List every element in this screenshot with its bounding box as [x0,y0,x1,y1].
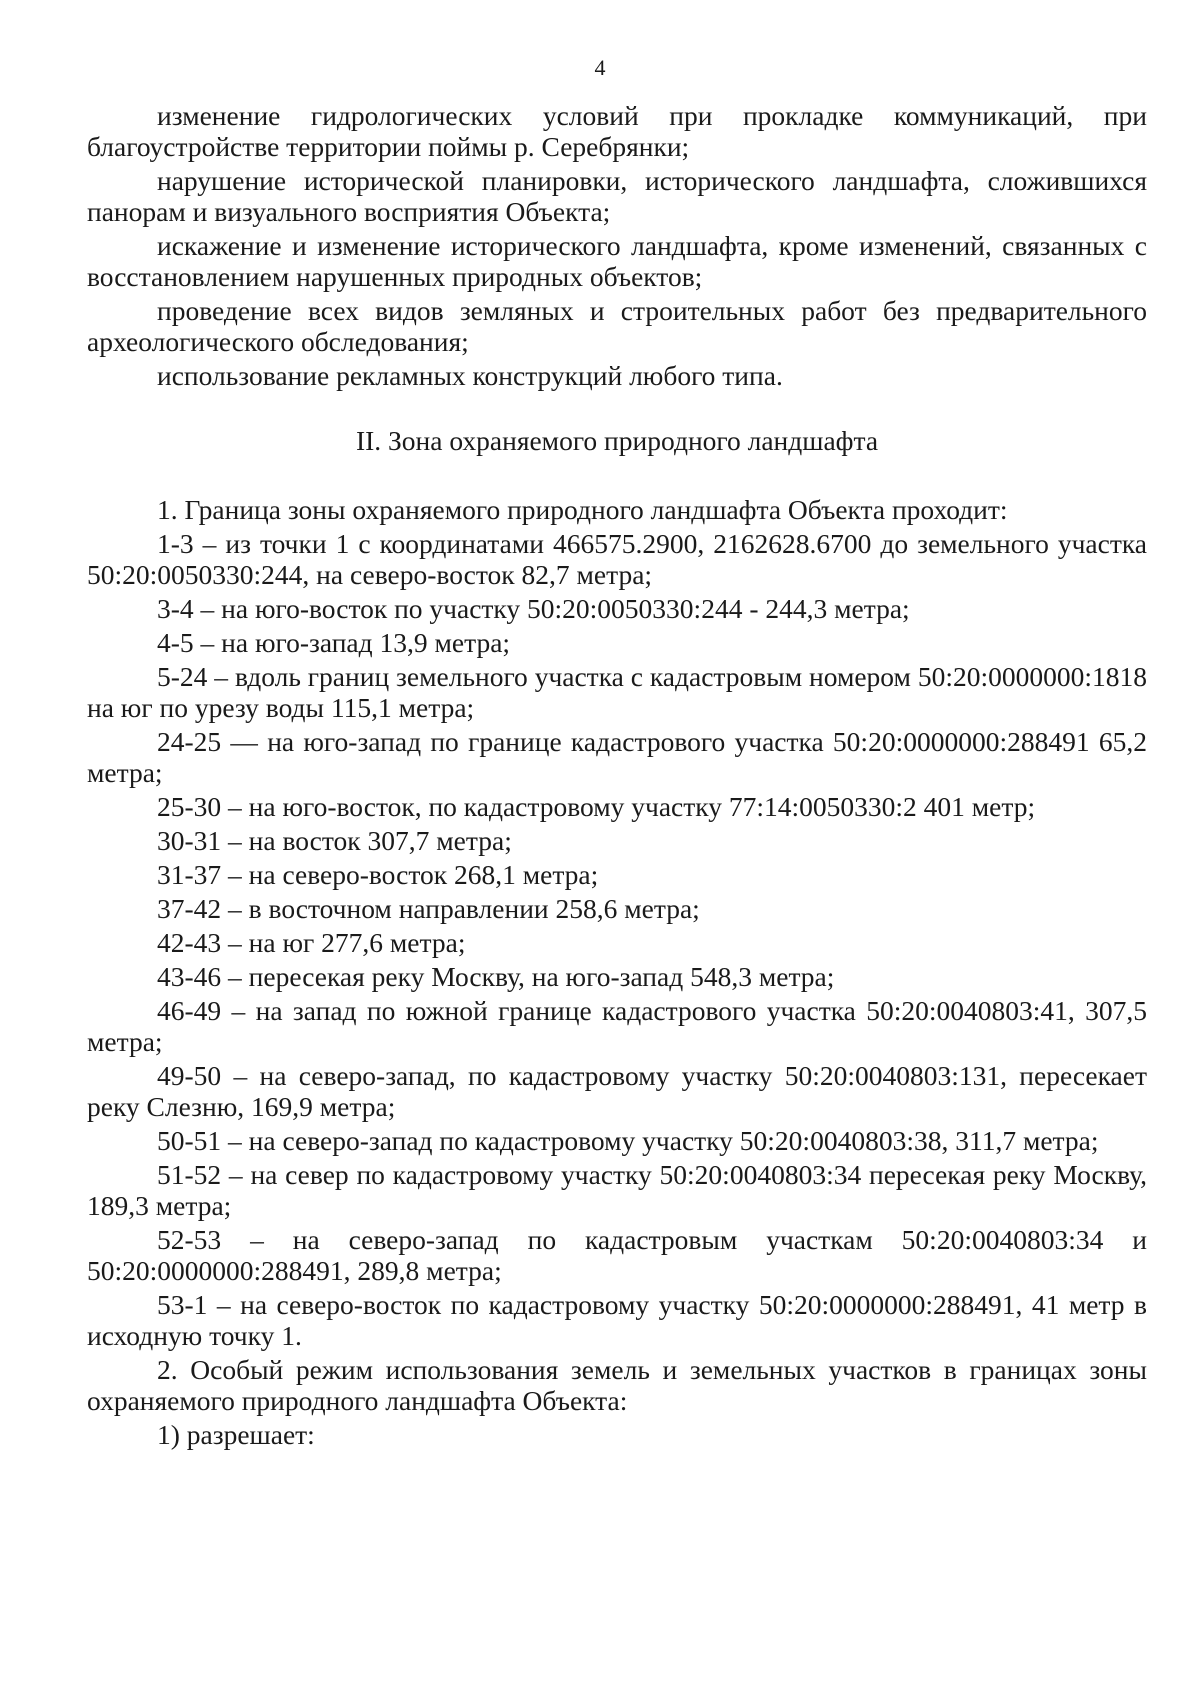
boundary-item: 37-42 – в восточном направлении 258,6 метра; [157,893,700,924]
boundary-item: 50-51 – на северо-запад по кадастровому участку 50:20:0040803:38, 311,7 метра; [157,1125,1099,1156]
page-number: 4 [594,55,606,80]
restriction-item: использование рекламных конструкций любого типа. [157,360,783,391]
restriction-item: изменение гидрологических условий при прокладке коммуникаций, при благоустройстве территории поймы р. Серебрянки; [87,100,1147,162]
restriction-item: нарушение исторической планировки, исторического ландшафта, сложившихся панорам и визуального восприятия Объекта; [87,165,1147,227]
boundary-item: 30-31 – на восток 307,7 метра; [157,825,512,856]
boundary-item: 51-52 – на север по кадастровому участку 50:20:0040803:34 пересекая реку Москву, 189,3 метра; [87,1159,1147,1221]
document-body [87,100,1147,1453]
boundary-item: 1-3 – из точки 1 с координатами 466575.2900, 2162628.6700 до земельного участка 50:20:0050330:244, на северо-восток 82,7 метра; [87,528,1147,590]
boundary-item: 43-46 – пересекая реку Москву, на юго-запад 548,3 метра; [157,961,835,992]
boundary-item: 3-4 – на юго-восток по участку 50:20:0050330:244 - 244,3 метра; [157,593,910,624]
boundary-item: 31-37 – на северо-восток 268,1 метра; [157,859,599,890]
boundary-item: 52-53 – на северо-запад по кадастровым участкам 50:20:0040803:34 и 50:20:0000000:288491, 289,8 метра; [87,1224,1147,1286]
boundary-item: 46-49 – на запад по южной границе кадастрового участка 50:20:0040803:41, 307,5 метра; [87,995,1147,1057]
boundary-item: 5-24 – вдоль границ земельного участка с кадастровым номером 50:20:0000000:1818 на юг по урезу воды 115,1 метра; [87,661,1147,723]
boundary-item: 49-50 – на северо-запад, по кадастровому участку 50:20:0040803:131, пересекает реку Слезню, 169,9 метра; [87,1060,1147,1122]
restriction-item: проведение всех видов земляных и строительных работ без предварительного археологического обследования; [87,295,1147,357]
boundary-intro: 1. Граница зоны охраняемого природного ландшафта Объекта проходит: [157,494,1008,525]
regime-subitem: 1) разрешает: [157,1419,315,1450]
section-heading: II. Зона охраняемого природного ландшафта [355,425,879,456]
boundary-item: 4-5 – на юго-запад 13,9 метра; [157,627,511,658]
boundary-item: 42-43 – на юг 277,6 метра; [157,927,466,958]
regime-intro: 2. Особый режим использования земель и земельных участков в границах зоны охраняемого природного ландшафта Объекта: [87,1354,1147,1416]
boundary-item: 53-1 – на северо-восток по кадастровому участку 50:20:0000000:288491, 41 метр в исходную точку 1. [87,1289,1147,1351]
boundary-item: 25-30 – на юго-восток, по кадастровому участку 77:14:0050330:2 401 метр; [157,791,1036,822]
boundary-item: 24-25 — на юго-запад по границе кадастрового участка 50:20:0000000:288491 65,2 метра; [87,726,1147,788]
restriction-item: искажение и изменение исторического ландшафта, кроме изменений, связанных с восстановлением нарушенных природных объектов; [87,230,1147,292]
